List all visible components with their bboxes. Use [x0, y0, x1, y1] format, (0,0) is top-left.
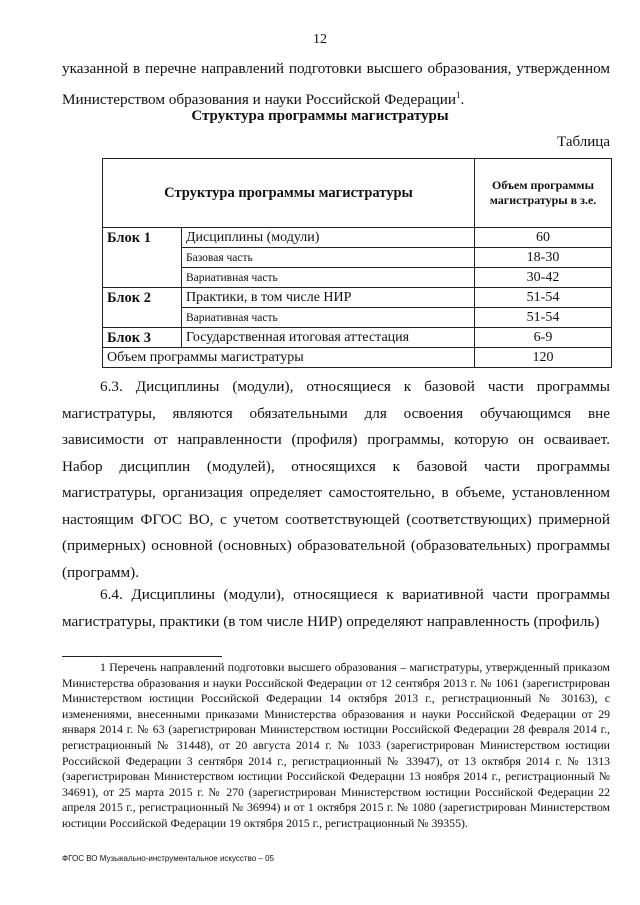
row-value: 18-30 [475, 248, 612, 268]
table-row [103, 228, 612, 248]
row-name: Государственная итоговая аттестация [182, 328, 475, 348]
total-label: Объем программы магистратуры [103, 348, 475, 368]
row-name: Вариативная часть [182, 308, 475, 328]
footnote: 1 Перечень направлений подготовки высшего образования – магистратуры, утвержденный приказом Министерства образования и науки Российской Федерации от 12 сентября 2013 г. № 1061 (зарегистрирован Министерством юстиции Российской Федерации 14 октября 2013 г., регистрационный № 30163), с изменениями, внесенными приказами Министерства образования и науки Российской Федерации от 29 января 2014 г. № 63 (зарегистрирован Министерством юстиции Российской Федерации 28 февраля 2014 г., регистрационный № 31448), от 20 августа 2014 г. № 1033 (зарегистрирован Министерством юстиции Российской Федерации 3 сентября 2014 г., регистрационный № 33947), от 13 октября 2014 г. № 1313 (зарегистрирован Министерством юстиции Российской Федерации 13 ноября 2014 г., регистрационный № 34691), от 25 марта 2015 г. № 270 (зарегистрирован Министерством юстиции Российской Федерации 22 апреля 2015 г., регистрационный № 36994) и от 1 октября 2015 г. № 1080 (зарегистрирован Министерством юстиции Российской Федерации 19 октября 2015 г., регистрационный № 39355). [62, 660, 610, 830]
page-footer: ФГОС ВО Музыкально-инструментальное искусство – 05 [62, 854, 274, 863]
footnote-divider [62, 656, 222, 657]
table-header-row [103, 159, 612, 228]
row-name: Дисциплины (модули) [182, 228, 475, 248]
program-structure-table [102, 158, 612, 368]
row-name: Практики, в том числе НИР [182, 288, 475, 308]
table-title: Структура программы магистратуры [191, 108, 449, 124]
row-name: Вариативная часть [182, 268, 475, 288]
table-row [103, 328, 612, 348]
block-3-label: Блок 3 [103, 328, 182, 348]
section-6-4 [62, 582, 610, 635]
row-value: 30-42 [475, 268, 612, 288]
footnote-ref[interactable]: 1 [455, 90, 461, 100]
page-number: 12 [313, 32, 327, 47]
table-label: Таблица [557, 134, 610, 150]
row-value: 51-54 [475, 308, 612, 328]
section-6-3-text: 6.3. Дисциплины (модули), относящиеся к базовой части программы магистратуры, являются обязательными для освоения обучающимся вне зависимости от направленности (профиля) программы, которую он осваивает. Набор дисциплин (модулей), относящихся к базовой части программы магистратуры, организация определяет самостоятельно, в объеме, установленном настоящим ФГОС ВО, с учетом соответствующей (соответствующих) примерной (примерных) основной (основных) образовательной (образовательных) программы (программ). [62, 378, 610, 581]
table-total-row [103, 348, 612, 368]
block-1-label: Блок 1 [103, 228, 182, 288]
header-structure: Структура программы магистратуры [103, 159, 475, 228]
section-6-4-text: 6.4. Дисциплины (модули), относящиеся к вариативной части программы магистратуры, практики (в том числе НИР) определяют направленность (профиль) [62, 586, 610, 630]
intro-line-2: Министерством образования и науки Российской Федерации$^1$. [62, 90, 465, 109]
row-name: Базовая часть [182, 248, 475, 268]
total-value: 120 [475, 348, 612, 368]
header-volume: Объем программы магистратуры в з.е. [475, 159, 612, 228]
intro-line-2-text: Министерством образования и науки Российской Федерации [62, 91, 456, 109]
block-2-label: Блок 2 [103, 288, 182, 328]
table-row [103, 288, 612, 308]
row-value: 6-9 [475, 328, 612, 348]
section-6-3 [62, 374, 610, 586]
row-value: 51-54 [475, 288, 612, 308]
row-value: 60 [475, 228, 612, 248]
intro-line-1: указанной в перечне направлений подготовки высшего образования, утвержденном [62, 60, 610, 77]
